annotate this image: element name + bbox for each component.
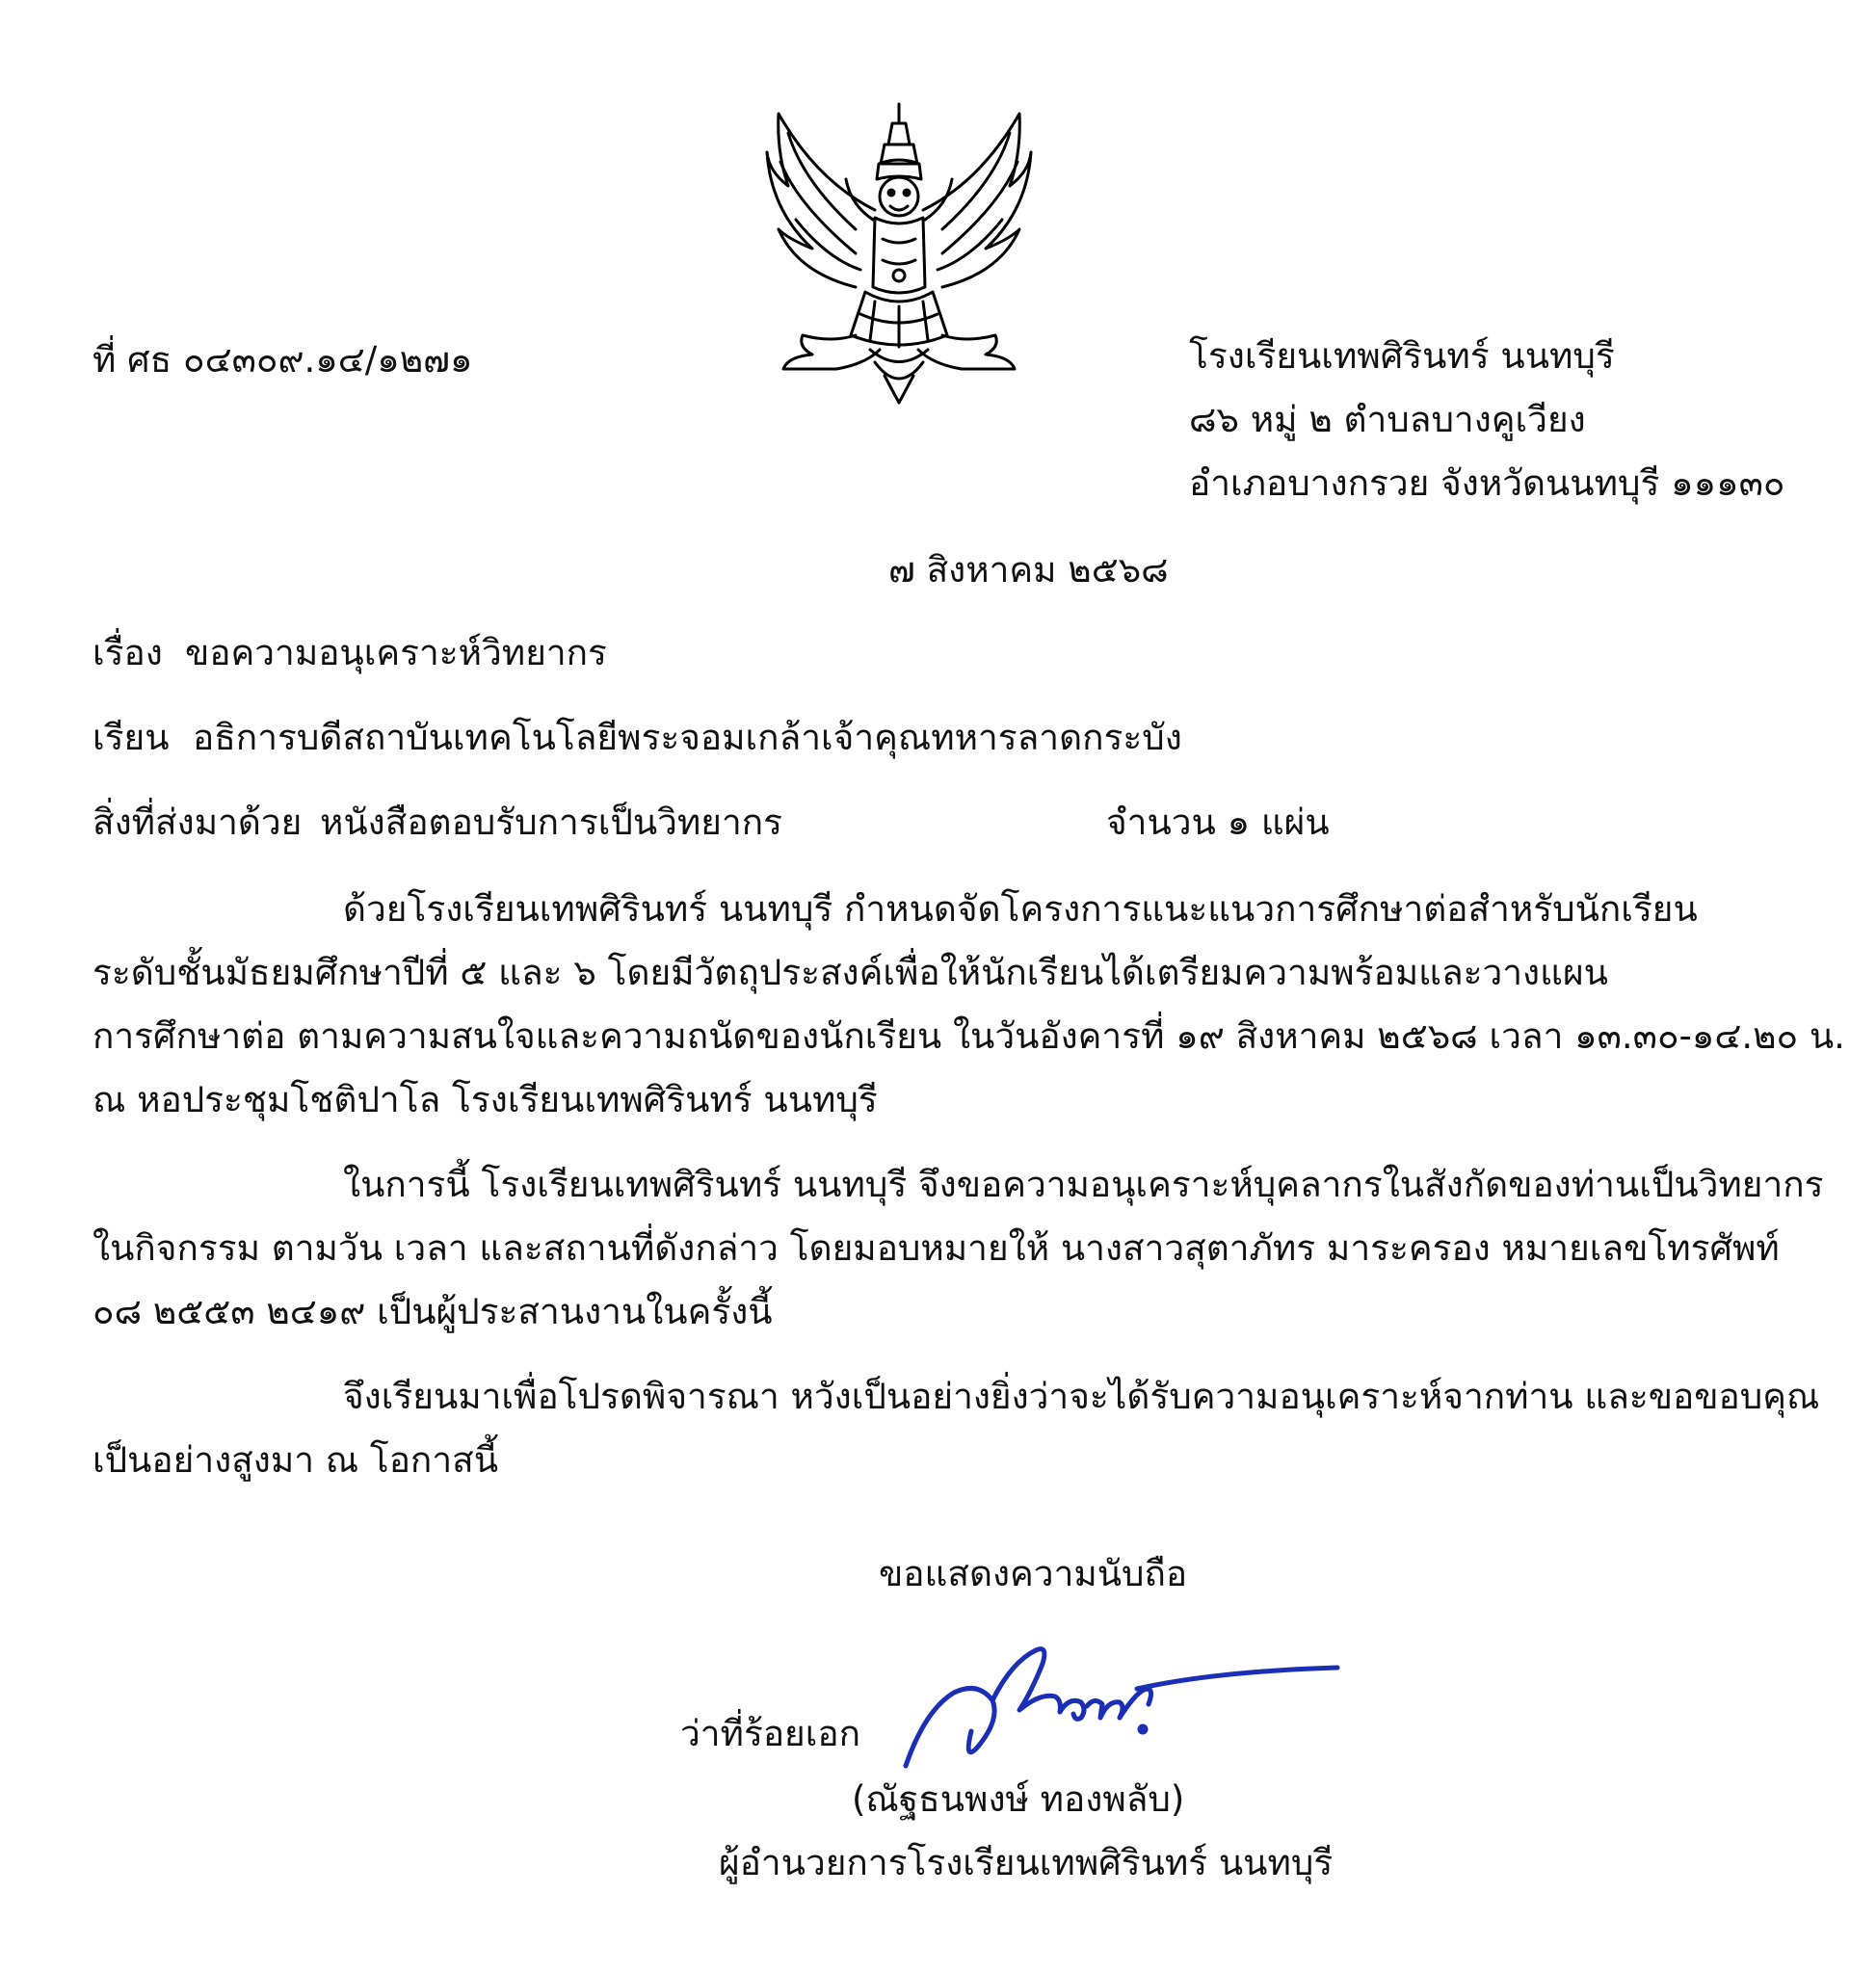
paragraph-2-line: ในการนี้ โรงเรียนเทพศิรินทร์ นนทบุรี จึงขอความอนุเคราะห์บุคลากรในสังกัดของท่านเป็นวิทยากร	[343, 1164, 1824, 1205]
document-number: ที่ ศธ ๐๔๓๐๙.๑๔/๑๒๗๑	[92, 339, 473, 381]
paragraph-2-line: ๐๘ ๒๕๕๓ ๒๔๑๙ เป็นผู้ประสานงานในครั้งนี้	[92, 1291, 773, 1332]
signer-position: ผู้อำนวยการโรงเรียนเทพศิรินทร์ นนทบุรี	[719, 1842, 1334, 1883]
recipient-label: เรียน	[92, 717, 170, 758]
paragraph-3-line: เป็นอย่างสูงมา ณ โอกาสนี้	[92, 1439, 498, 1481]
garuda-emblem-icon	[759, 94, 1039, 408]
signer-rank: ว่าที่ร้อยเอก	[680, 1713, 860, 1754]
enclosure-label: สิ่งที่ส่งมาด้วย	[92, 802, 303, 843]
enclosure-count: จำนวน ๑ แผ่น	[1106, 802, 1330, 843]
paragraph-1-line: ณ หอประชุมโชติปาโล โรงเรียนเทพศิรินทร์ นนทบุรี	[92, 1079, 878, 1120]
paragraph-1-line: การศึกษาต่อ ตามความสนใจและความถนัดของนักเรียน ในวันอังคารที่ ๑๙ สิงหาคม ๒๕๖๘ เวลา ๑๓.๓๐-๑๔.๒๐ น.	[92, 1015, 1845, 1057]
enclosure-text: หนังสือตอบรับการเป็นวิทยากร	[320, 802, 783, 843]
paragraph-2-line: ในกิจกรรม ตามวัน เวลา และสถานที่ดังกล่าว โดยมอบหมายให้ นางสาวสุตาภัทร มาระครอง หมายเลขโทรศัพท์	[92, 1227, 1780, 1269]
paragraph-1-line: ระดับชั้นมัธยมศึกษาปีที่ ๕ และ ๖ โดยมีวัตถุประสงค์เพื่อให้นักเรียนได้เตรียมความพร้อมและวางแผน	[92, 952, 1608, 993]
handwritten-signature	[896, 1633, 1349, 1777]
signer-name: (ณัฐธนพงษ์ ทองพลับ)	[852, 1778, 1185, 1820]
address-line-1: ๘๖ หมู่ ๒ ตำบลบางคูเวียง	[1189, 399, 1586, 440]
recipient-text: อธิการบดีสถาบันเทคโนโลยีพระจอมเกล้าเจ้าคุณทหารลาดกระบัง	[193, 717, 1182, 758]
closing-regards: ขอแสดงความนับถือ	[879, 1553, 1188, 1594]
letter-date: ๗ สิงหาคม ๒๕๖๘	[888, 549, 1169, 591]
subject-label: เรื่อง	[92, 632, 163, 673]
paragraph-1-line: ด้วยโรงเรียนเทพศิรินทร์ นนทบุรี กำหนดจัดโครงการแนะแนวการศึกษาต่อสำหรับนักเรียน	[343, 888, 1698, 930]
paragraph-3-line: จึงเรียนมาเพื่อโปรดพิจารณา หวังเป็นอย่างยิ่งว่าจะได้รับความอนุเคราะห์จากท่าน และขอขอบคุณ	[343, 1376, 1820, 1417]
subject-text: ขอความอนุเคราะห์วิทยากร	[185, 632, 607, 673]
address-line-2: อำเภอบางกรวย จังหวัดนนทบุรี ๑๑๑๓๐	[1189, 462, 1785, 504]
school-name: โรงเรียนเทพศิรินทร์ นนทบุรี	[1189, 335, 1615, 377]
